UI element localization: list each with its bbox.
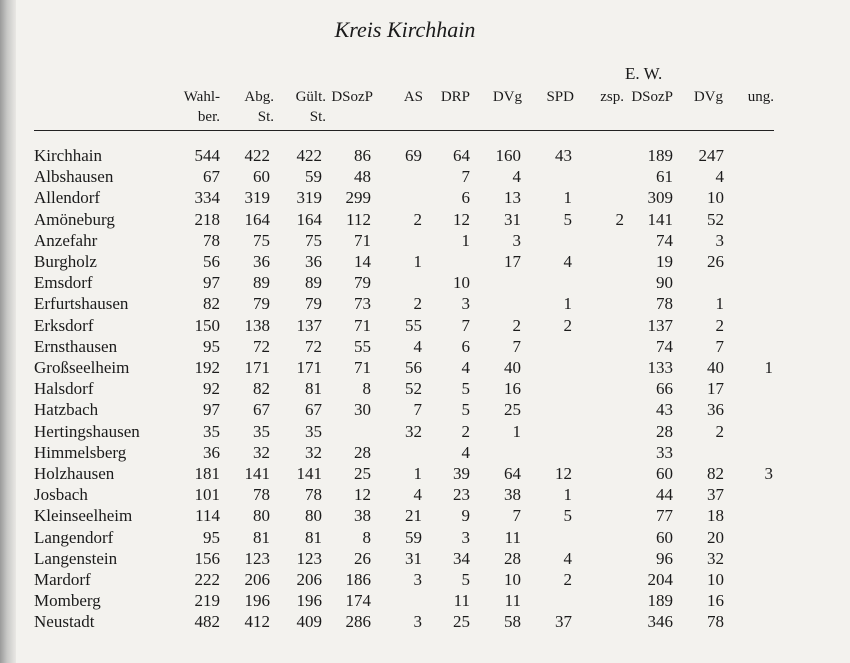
- cell-dsozp: 25: [354, 464, 371, 483]
- cell-abg: 123: [244, 548, 270, 568]
- cell-name: Hertingshausen: [34, 421, 140, 441]
- cell-wahlber: 156: [194, 548, 220, 568]
- cell-as: 21: [405, 506, 422, 526]
- cell-drp: 11: [453, 591, 470, 611]
- cell-dvg: 13: [504, 188, 521, 208]
- cell-dvg: 10: [504, 570, 521, 589]
- cell-abg: 141: [244, 464, 270, 483]
- cell-wahlber: 114: [195, 506, 220, 526]
- cell-abg: 79: [253, 294, 270, 314]
- cell-as: 4: [413, 485, 422, 505]
- cell-as: 3: [413, 612, 422, 632]
- cell-gult: 422: [296, 146, 322, 165]
- cell-as: 2: [413, 294, 422, 314]
- cell-ew-dvg: 247: [698, 146, 724, 165]
- cell-gult: 80: [305, 506, 322, 526]
- cell-ew-dvg: 4: [715, 167, 724, 187]
- cell-as: 3: [413, 570, 422, 589]
- cell-wahlber: 181: [194, 464, 220, 483]
- cell-dvg: 7: [512, 506, 521, 526]
- table-row: [0, 315, 850, 336]
- cell-dsozp: 14: [354, 252, 371, 271]
- cell-dvg: 64: [504, 464, 521, 483]
- cell-dsozp: 286: [345, 612, 371, 632]
- cell-gult: 32: [305, 442, 322, 462]
- cell-ew-dsozp: 43: [656, 400, 673, 420]
- cell-drp: 23: [453, 485, 470, 505]
- cell-abg: 196: [244, 591, 270, 611]
- cell-name: Amöneburg: [34, 209, 115, 229]
- cell-dvg: 58: [504, 612, 521, 632]
- cell-dvg: 28: [504, 548, 521, 568]
- cell-dsozp: 30: [354, 400, 371, 420]
- cell-spd: 2: [563, 570, 572, 589]
- cell-dvg: 2: [512, 315, 521, 335]
- cell-wahlber: 95: [203, 336, 220, 356]
- cell-dsozp: 174: [345, 591, 371, 611]
- cell-wahlber: 97: [203, 273, 220, 293]
- header-wahlber: Wahl- ber.: [183, 89, 220, 125]
- cell-name: Langendorf: [34, 527, 114, 547]
- cell-spd: 43: [555, 146, 572, 165]
- cell-ew-dsozp: 77: [656, 506, 673, 526]
- cell-wahlber: 150: [194, 315, 220, 335]
- cell-dvg: 160: [495, 146, 521, 165]
- cell-ew-dsozp: 74: [656, 336, 673, 356]
- table-row: [0, 590, 850, 611]
- cell-as: 56: [405, 358, 422, 377]
- header-dvg: DVg: [492, 89, 522, 105]
- cell-ew-dsozp: 78: [656, 294, 673, 314]
- cell-gult: 171: [296, 358, 322, 377]
- cell-abg: 422: [244, 146, 270, 165]
- cell-gult: 123: [296, 548, 322, 568]
- cell-abg: 72: [253, 336, 270, 356]
- cell-ew-dsozp: 189: [647, 591, 673, 611]
- cell-wahlber: 35: [203, 421, 220, 441]
- header-ew: E. W.: [625, 64, 663, 83]
- header-abg: Abg. St.: [244, 89, 274, 125]
- cell-spd: 37: [555, 612, 572, 632]
- cell-wahlber: 219: [194, 591, 220, 611]
- table-row: [0, 569, 850, 590]
- cell-drp: 39: [453, 464, 470, 483]
- cell-ew-dvg: 78: [707, 612, 724, 632]
- cell-ew-dsozp: 137: [647, 315, 673, 335]
- cell-as: 7: [413, 400, 422, 420]
- cell-dvg: 40: [504, 358, 521, 377]
- table-row: [0, 611, 850, 632]
- cell-ew-dsozp: 28: [656, 421, 673, 441]
- header-ew-dsozp: DSozP: [631, 89, 673, 105]
- cell-abg: 81: [253, 527, 270, 547]
- cell-wahlber: 218: [194, 209, 220, 229]
- cell-ew-dsozp: 133: [647, 358, 673, 377]
- cell-ew-dvg: 26: [707, 252, 724, 271]
- cell-gult: 35: [305, 421, 322, 441]
- header-spd: SPD: [546, 89, 574, 105]
- table-row: [0, 484, 850, 505]
- header-drp: DRP: [440, 89, 470, 105]
- cell-dsozp: 71: [354, 230, 371, 250]
- page-title: Kreis Kirchhain: [334, 17, 476, 42]
- cell-drp: 1: [461, 230, 470, 250]
- cell-spd: 1: [563, 485, 572, 505]
- cell-spd: 2: [563, 315, 572, 335]
- cell-ew-dvg: 3: [715, 230, 724, 250]
- table-row: [0, 527, 850, 548]
- cell-abg: 80: [253, 506, 270, 526]
- cell-wahlber: 56: [203, 252, 220, 271]
- cell-ew-dsozp: 309: [647, 188, 673, 208]
- header-ung: ung.: [747, 89, 774, 105]
- cell-dvg: 4: [512, 167, 521, 187]
- cell-ew-dsozp: 141: [647, 209, 673, 229]
- cell-name: Momberg: [34, 591, 101, 611]
- cell-gult: 206: [296, 570, 322, 589]
- cell-dsozp: 79: [354, 273, 371, 293]
- cell-ew-dvg: 82: [707, 464, 724, 483]
- cell-ew-dvg: 17: [707, 379, 724, 399]
- table-row: [0, 548, 850, 569]
- cell-drp: 5: [461, 570, 470, 589]
- cell-ew-dvg: 7: [715, 336, 724, 356]
- cell-ew-dvg: 2: [715, 315, 724, 335]
- table-row: [0, 166, 850, 187]
- cell-wahlber: 482: [194, 612, 220, 632]
- cell-dvg: 16: [504, 379, 521, 399]
- cell-wahlber: 36: [203, 442, 220, 462]
- cell-gult: 196: [296, 591, 322, 611]
- cell-drp: 6: [461, 336, 470, 356]
- cell-as: 69: [405, 146, 422, 165]
- cell-ew-dvg: 40: [707, 358, 724, 377]
- cell-drp: 5: [461, 400, 470, 420]
- cell-name: Josbach: [34, 485, 88, 505]
- cell-drp: 64: [453, 146, 470, 165]
- table-row: [0, 357, 850, 378]
- cell-gult: 141: [296, 464, 322, 483]
- cell-spd: 1: [563, 188, 572, 208]
- cell-name: Neustadt: [34, 612, 95, 632]
- cell-as: 55: [405, 315, 422, 335]
- cell-ew-dsozp: 96: [656, 548, 673, 568]
- header-ew-dvg: DVg: [693, 89, 723, 105]
- cell-gult: 164: [296, 209, 322, 229]
- cell-wahlber: 82: [203, 294, 220, 314]
- cell-dsozp: 112: [346, 209, 371, 229]
- header-rule: [34, 130, 774, 131]
- cell-spd: 5: [563, 209, 572, 229]
- cell-name: Großseelheim: [34, 358, 130, 377]
- cell-as: 4: [413, 336, 422, 356]
- cell-drp: 4: [461, 358, 470, 377]
- table-row: [0, 251, 850, 272]
- cell-gult: 81: [305, 379, 322, 399]
- cell-gult: 81: [305, 527, 322, 547]
- cell-zsp: 2: [615, 209, 624, 229]
- cell-ew-dsozp: 33: [656, 442, 673, 462]
- cell-ung: 1: [764, 358, 773, 377]
- table-row: [0, 187, 850, 208]
- header-gult: Gült. St.: [295, 89, 326, 125]
- cell-abg: 78: [253, 485, 270, 505]
- cell-spd: 5: [563, 506, 572, 526]
- cell-drp: 2: [461, 421, 470, 441]
- cell-spd: 4: [563, 548, 572, 568]
- cell-spd: 12: [555, 464, 572, 483]
- cell-drp: 3: [461, 294, 470, 314]
- cell-gult: 67: [305, 400, 322, 420]
- cell-gult: 72: [305, 336, 322, 356]
- table-row: [0, 336, 850, 357]
- header-dsozp: DSozP: [331, 89, 373, 105]
- cell-abg: 82: [253, 379, 270, 399]
- cell-gult: 79: [305, 294, 322, 314]
- cell-name: Holzhausen: [34, 464, 115, 483]
- cell-ew-dvg: 52: [707, 209, 724, 229]
- cell-drp: 4: [461, 442, 470, 462]
- cell-drp: 6: [461, 188, 470, 208]
- cell-ung: 3: [764, 464, 773, 483]
- cell-as: 59: [405, 527, 422, 547]
- cell-drp: 7: [461, 315, 470, 335]
- cell-spd: 4: [563, 252, 572, 271]
- cell-dvg: 7: [512, 336, 521, 356]
- table-row: [0, 463, 850, 484]
- table-row: [0, 230, 850, 251]
- cell-ew-dvg: 2: [715, 421, 724, 441]
- cell-ew-dvg: 1: [715, 294, 724, 314]
- cell-gult: 78: [305, 485, 322, 505]
- cell-gult: 59: [305, 167, 322, 187]
- cell-name: Himmelsberg: [34, 442, 127, 462]
- cell-dsozp: 186: [345, 570, 371, 589]
- cell-dvg: 1: [512, 421, 521, 441]
- cell-dvg: 31: [504, 209, 521, 229]
- cell-ew-dvg: 16: [707, 591, 724, 611]
- cell-ew-dvg: 32: [707, 548, 724, 568]
- cell-ew-dsozp: 90: [656, 273, 673, 293]
- cell-dsozp: 55: [354, 336, 371, 356]
- cell-wahlber: 222: [194, 570, 220, 589]
- cell-dsozp: 48: [354, 167, 371, 187]
- cell-wahlber: 192: [194, 358, 220, 377]
- cell-spd: 1: [563, 294, 572, 314]
- cell-abg: 67: [253, 400, 270, 420]
- cell-ew-dsozp: 61: [656, 167, 673, 187]
- cell-ew-dsozp: 60: [656, 464, 673, 483]
- table-row: [0, 399, 850, 420]
- cell-name: Erfurtshausen: [34, 294, 129, 314]
- cell-abg: 138: [244, 315, 270, 335]
- cell-name: Erksdorf: [34, 315, 94, 335]
- cell-drp: 7: [461, 167, 470, 187]
- cell-abg: 89: [253, 273, 270, 293]
- cell-gult: 75: [305, 230, 322, 250]
- cell-ew-dvg: 37: [707, 485, 724, 505]
- cell-dsozp: 8: [362, 527, 371, 547]
- cell-dsozp: 28: [354, 442, 371, 462]
- cell-gult: 137: [296, 315, 322, 335]
- cell-abg: 171: [244, 358, 270, 377]
- cell-ew-dvg: 18: [707, 506, 724, 526]
- cell-ew-dsozp: 189: [647, 146, 673, 165]
- cell-ew-dvg: 10: [707, 188, 724, 208]
- cell-wahlber: 97: [203, 400, 220, 420]
- cell-dsozp: 71: [354, 315, 371, 335]
- cell-drp: 9: [461, 506, 470, 526]
- table-row: [0, 293, 850, 314]
- cell-wahlber: 544: [194, 146, 220, 165]
- cell-abg: 319: [244, 188, 270, 208]
- cell-wahlber: 334: [194, 188, 220, 208]
- cell-wahlber: 78: [203, 230, 220, 250]
- table-row: [0, 421, 850, 442]
- cell-name: Allendorf: [34, 188, 101, 208]
- cell-abg: 60: [253, 167, 270, 187]
- header-as: AS: [403, 89, 423, 105]
- cell-name: Kleinseelheim: [34, 506, 133, 526]
- cell-abg: 206: [244, 570, 270, 589]
- cell-dvg: 25: [504, 400, 521, 420]
- cell-gult: 319: [296, 188, 322, 208]
- cell-as: 1: [413, 464, 422, 483]
- cell-name: Kirchhain: [34, 146, 102, 165]
- cell-dsozp: 299: [345, 188, 371, 208]
- cell-ew-dvg: 36: [707, 400, 724, 420]
- cell-dvg: 3: [512, 230, 521, 250]
- table-row: [0, 209, 850, 230]
- cell-wahlber: 67: [203, 167, 220, 187]
- cell-abg: 32: [253, 442, 270, 462]
- cell-name: Mardorf: [34, 570, 91, 589]
- cell-ew-dsozp: 346: [647, 612, 673, 632]
- cell-drp: 25: [453, 612, 470, 632]
- cell-dvg: 17: [504, 252, 521, 271]
- cell-ew-dvg: 20: [707, 527, 724, 547]
- cell-ew-dsozp: 66: [656, 379, 673, 399]
- cell-as: 32: [405, 421, 422, 441]
- header-zsp: zsp.: [600, 89, 624, 105]
- table-row: [0, 505, 850, 526]
- cell-drp: 10: [453, 273, 470, 293]
- cell-ew-dsozp: 204: [647, 570, 673, 589]
- table-row: [0, 145, 850, 166]
- cell-ew-dsozp: 74: [656, 230, 673, 250]
- cell-wahlber: 101: [194, 485, 220, 505]
- cell-dsozp: 71: [354, 358, 371, 377]
- cell-as: 52: [405, 379, 422, 399]
- cell-name: Anzefahr: [34, 230, 98, 250]
- cell-abg: 36: [253, 252, 270, 271]
- cell-name: Hatzbach: [34, 400, 99, 420]
- cell-drp: 34: [453, 548, 470, 568]
- cell-as: 31: [405, 548, 422, 568]
- cell-dvg: 11: [504, 527, 521, 547]
- cell-name: Albshausen: [34, 167, 114, 187]
- cell-dsozp: 38: [354, 506, 371, 526]
- cell-wahlber: 92: [203, 379, 220, 399]
- cell-dsozp: 8: [362, 379, 371, 399]
- cell-abg: 75: [253, 230, 270, 250]
- cell-gult: 409: [296, 612, 322, 632]
- cell-name: Ernsthausen: [34, 336, 118, 356]
- cell-dsozp: 73: [354, 294, 371, 314]
- cell-wahlber: 95: [203, 527, 220, 547]
- cell-dvg: 38: [504, 485, 521, 505]
- table-row: [0, 442, 850, 463]
- cell-gult: 36: [305, 252, 322, 271]
- cell-ew-dsozp: 60: [656, 527, 673, 547]
- cell-drp: 3: [461, 527, 470, 547]
- cell-dsozp: 12: [354, 485, 371, 505]
- cell-abg: 35: [253, 421, 270, 441]
- cell-gult: 89: [305, 273, 322, 293]
- cell-name: Halsdorf: [34, 379, 94, 399]
- cell-dvg: 11: [504, 591, 521, 611]
- cell-abg: 412: [244, 612, 270, 632]
- table-row: [0, 272, 850, 293]
- table-row: [0, 378, 850, 399]
- cell-as: 1: [413, 252, 422, 271]
- cell-drp: 12: [453, 209, 470, 229]
- cell-as: 2: [413, 209, 422, 229]
- cell-ew-dsozp: 44: [656, 485, 673, 505]
- cell-name: Burgholz: [34, 252, 97, 271]
- cell-drp: 5: [461, 379, 470, 399]
- cell-name: Emsdorf: [34, 273, 93, 293]
- cell-dsozp: 86: [354, 146, 371, 165]
- cell-abg: 164: [244, 209, 270, 229]
- cell-ew-dsozp: 19: [656, 252, 673, 271]
- cell-name: Langenstein: [34, 548, 118, 568]
- cell-ew-dvg: 10: [707, 570, 724, 589]
- cell-dsozp: 26: [354, 548, 371, 568]
